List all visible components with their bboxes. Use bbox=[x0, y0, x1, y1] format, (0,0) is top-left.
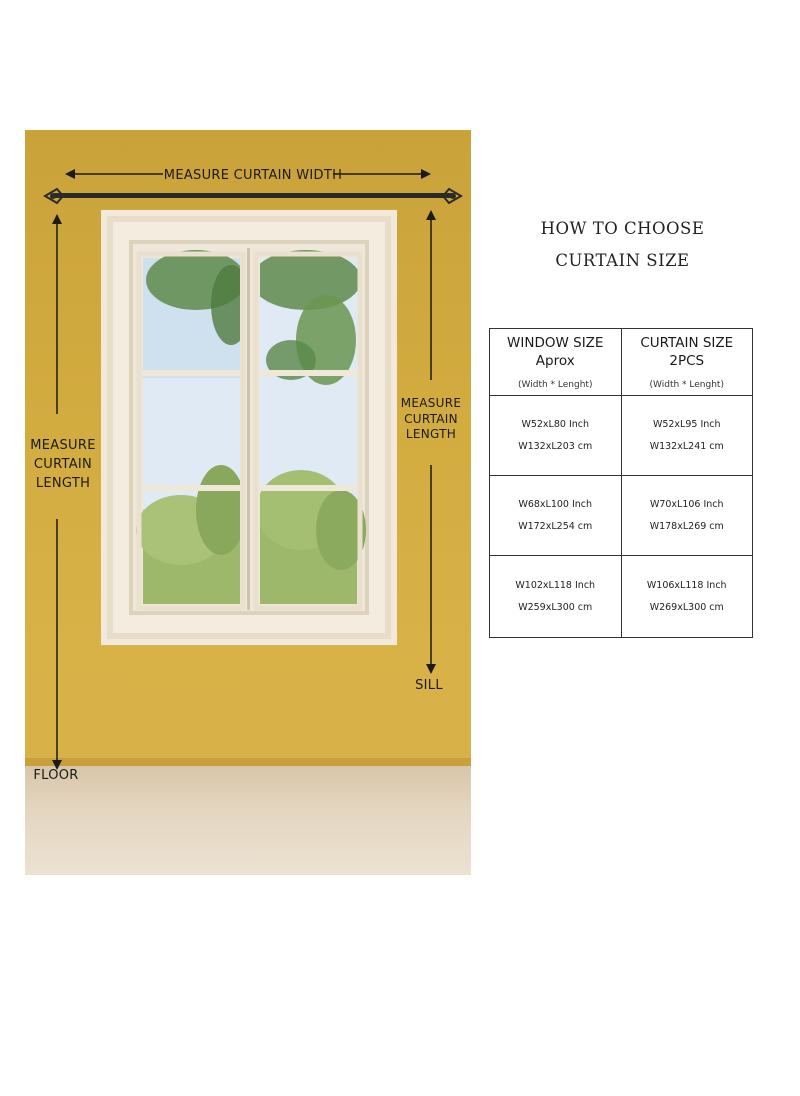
curtain-size-header: CURTAIN SIZE 2PCS (Width * Lenght) bbox=[621, 329, 753, 396]
guide-title-line2: CURTAIN SIZE bbox=[555, 251, 690, 270]
table-header-row bbox=[490, 329, 753, 396]
window-size-cell: W52xL80 Inch W132xL203 cm bbox=[490, 396, 622, 476]
table-row bbox=[490, 556, 753, 638]
curtain-size-cell: W52xL95 Inch W132xL241 cm bbox=[621, 396, 753, 476]
curtain-size-cell: W106xL118 Inch W269xL300 cm bbox=[621, 556, 753, 638]
curtain-rod bbox=[43, 186, 463, 206]
window-size-cell: W102xL118 Inch W259xL300 cm bbox=[490, 556, 622, 638]
guide-title-line1: HOW TO CHOOSE bbox=[540, 219, 705, 238]
curtain-size-table bbox=[489, 328, 753, 638]
sill-label: SILL bbox=[415, 678, 443, 693]
room-scene bbox=[25, 130, 471, 875]
length-label-right: MEASURE CURTAIN LENGTH bbox=[400, 396, 462, 441]
window-illustration bbox=[101, 210, 397, 645]
length-label-left: MEASURE CURTAIN LENGTH bbox=[30, 438, 96, 491]
table-row bbox=[490, 396, 753, 476]
window-size-cell: W68xL100 Inch W172xL254 cm bbox=[490, 476, 622, 556]
table-row bbox=[490, 476, 753, 556]
floor-area bbox=[25, 766, 471, 875]
curtain-size-cell: W70xL106 Inch W178xL269 cm bbox=[621, 476, 753, 556]
window-size-header: WINDOW SIZE Aprox (Width * Lenght) bbox=[490, 329, 622, 396]
floor-label: FLOOR bbox=[33, 768, 79, 783]
width-label: MEASURE CURTAIN WIDTH bbox=[163, 168, 343, 183]
